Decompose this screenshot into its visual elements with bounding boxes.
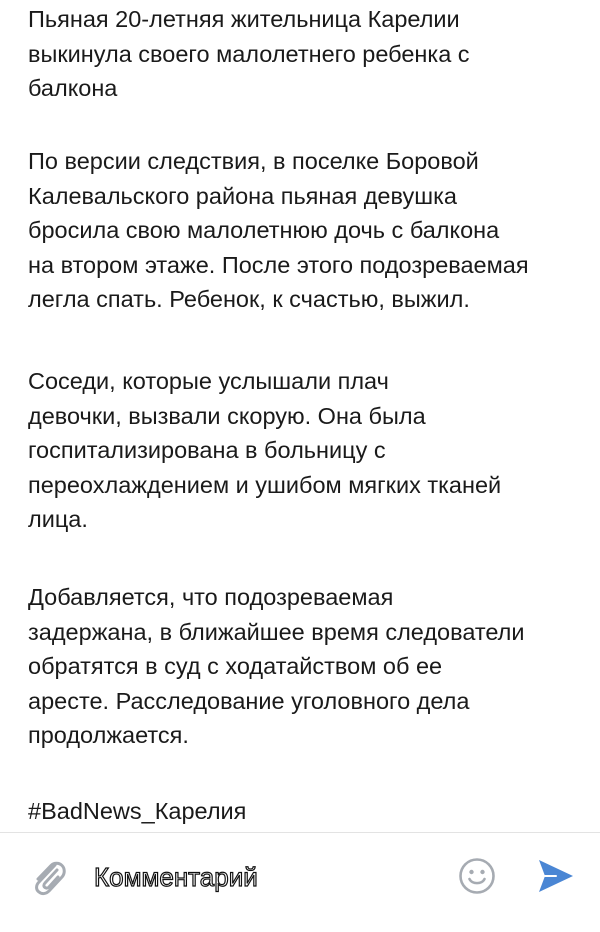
post-paragraph-2 xyxy=(28,364,501,537)
text-line: бросила свою малолетнюю дочь с балкона xyxy=(28,217,500,244)
text-line: Соседи, которые услышали плач xyxy=(28,368,389,394)
text-line: Калевальского района пьяная девушка xyxy=(28,182,457,209)
title-line: выкинула своего малолетнего ребенка с xyxy=(28,40,470,67)
smiley-icon xyxy=(458,857,496,895)
text-line: Добавляется, что подозреваемая xyxy=(28,584,394,610)
text-line: легла спать. Ребенок, к счастью, выжил. xyxy=(28,286,470,313)
title-line: балкона xyxy=(28,75,118,102)
text-line: переохлаждением и ушибом мягких тканей xyxy=(28,471,502,498)
text-line: девочки, вызвали скорую. Она была xyxy=(28,402,426,429)
emoji-button[interactable] xyxy=(458,857,496,895)
text-line: обратятся в суд с ходатайством об ее xyxy=(28,653,443,680)
text-line: госпитализирована в больницу с xyxy=(28,437,386,464)
text-line: По версии следствия, в поселке Боровой xyxy=(28,148,479,174)
comment-input[interactable] xyxy=(94,857,434,897)
text-line: задержана, в ближайшее время следователи xyxy=(28,618,525,645)
send-button[interactable] xyxy=(536,857,576,895)
title-line: Пьяная 20-летняя жительница Карелии xyxy=(28,6,460,32)
text-line: аресте. Расследование уголовного дела xyxy=(28,687,470,714)
comment-bar xyxy=(0,832,600,932)
hashtag-link[interactable] xyxy=(28,794,246,829)
post-paragraph-3 xyxy=(28,580,525,753)
post-paragraph-1 xyxy=(28,144,529,317)
hashtag-text: #BadNews_Карелия xyxy=(28,798,247,824)
text-line: лица. xyxy=(28,506,88,533)
attach-button[interactable] xyxy=(28,855,68,897)
text-line: продолжается. xyxy=(28,722,189,749)
text-line: на втором этаже. После этого подозреваемая xyxy=(28,251,529,278)
send-arrow-icon xyxy=(536,857,576,895)
post-title xyxy=(28,2,470,106)
paperclip-icon xyxy=(28,855,68,897)
